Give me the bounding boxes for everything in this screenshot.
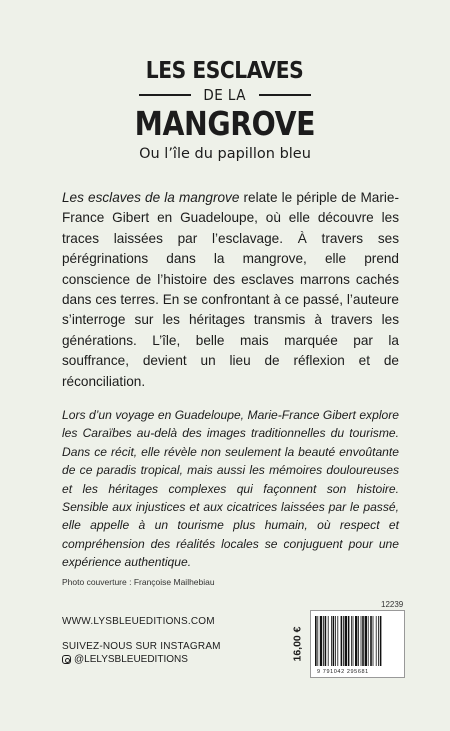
isbn-digits: 9 791042 295681 bbox=[317, 669, 369, 675]
barcode-bar bbox=[370, 616, 372, 666]
barcode-bar bbox=[351, 616, 352, 666]
barcode-bar bbox=[348, 616, 350, 666]
barcode-bar bbox=[353, 616, 354, 666]
title-line-2: DE LA bbox=[203, 86, 247, 104]
barcode-bar bbox=[317, 616, 318, 666]
summary-paragraph bbox=[62, 188, 399, 392]
instagram-label: SUIVEZ-NOUS SUR INSTAGRAM bbox=[62, 641, 221, 652]
subtitle: Ou l’île du papillon bleu bbox=[139, 146, 311, 162]
summary-text: relate le périple de Marie-France Gibert en Guadeloupe, où elle découvre les traces laissées par l’esclavage. À travers ses pérégrinations dans la mangrove, elle prend conscience de l’histoire des esclaves marrons cachés dans ces terres. En se confrontant à ce passé, l’auteure s’interroge sur les héritages transmis à travers les générations. L’île, belle mais marquée par la souffrance, devient un lieu de réflexion et de réconciliation. bbox=[62, 190, 399, 389]
instagram-handle-row[interactable] bbox=[62, 654, 188, 665]
title-rule-left bbox=[139, 94, 191, 96]
barcode-bar bbox=[376, 616, 377, 666]
instagram-handle[interactable]: @LELYSBLEUEDITIONS bbox=[74, 654, 188, 665]
website-link[interactable]: WWW.LYSBLEUEDITIONS.COM bbox=[62, 616, 215, 627]
barcode bbox=[315, 616, 401, 666]
barcode-bar bbox=[341, 616, 343, 666]
photo-credit: Photo couverture : Françoise Mailhebiau bbox=[62, 577, 215, 587]
barcode-bar bbox=[335, 616, 336, 666]
blurb-paragraph: Lors d’un voyage en Guadeloupe, Marie-France Gibert explore les Caraïbes au-delà des images traditionnelles du tourisme. Dans ce récit, elle révèle non seulement la beauté envoûtante de ce paradis tropical, mais aussi les mémoires douloureuses et les héritages complexes qui façonnent son histoire. Sensible aux injustices et aux cicatrices laissées par le passé, elle appelle à un tourisme plus humain, où respect et compréhension des réalités locales se conjuguent pour une expérience authentique. bbox=[62, 408, 399, 570]
barcode-bar bbox=[378, 616, 379, 666]
barcode-bar bbox=[345, 616, 347, 666]
title-rule-right bbox=[259, 94, 311, 96]
instagram-icon bbox=[62, 655, 71, 664]
barcode-bar bbox=[368, 616, 369, 666]
barcode-bar bbox=[333, 616, 335, 666]
summary-book-title: Les esclaves de la mangrove bbox=[62, 190, 240, 205]
barcode-bar bbox=[355, 616, 357, 666]
barcode-bar bbox=[380, 616, 382, 666]
barcode-bar bbox=[315, 616, 317, 666]
reference-number: 12239 bbox=[381, 600, 404, 609]
barcode-bar bbox=[325, 616, 327, 666]
title-block bbox=[0, 58, 450, 162]
barcode-bar bbox=[365, 616, 367, 666]
title-line-1: LES ESCLAVES bbox=[146, 58, 304, 84]
barcode-bar bbox=[331, 616, 332, 666]
barcode-box bbox=[310, 610, 405, 678]
price-text: 16,00 € bbox=[292, 626, 305, 662]
barcode-bar bbox=[343, 616, 344, 666]
barcode-bar bbox=[358, 616, 359, 666]
barcode-bar bbox=[328, 616, 329, 666]
barcode-bar bbox=[361, 616, 362, 666]
barcode-bar bbox=[320, 616, 322, 666]
price-tag bbox=[290, 622, 306, 666]
barcode-bar bbox=[362, 616, 364, 666]
title-line-2-row bbox=[0, 86, 450, 104]
title-line-3: MANGROVE bbox=[134, 104, 316, 143]
barcode-bar bbox=[373, 616, 374, 666]
barcode-bar bbox=[323, 616, 324, 666]
barcode-bar bbox=[337, 616, 338, 666]
